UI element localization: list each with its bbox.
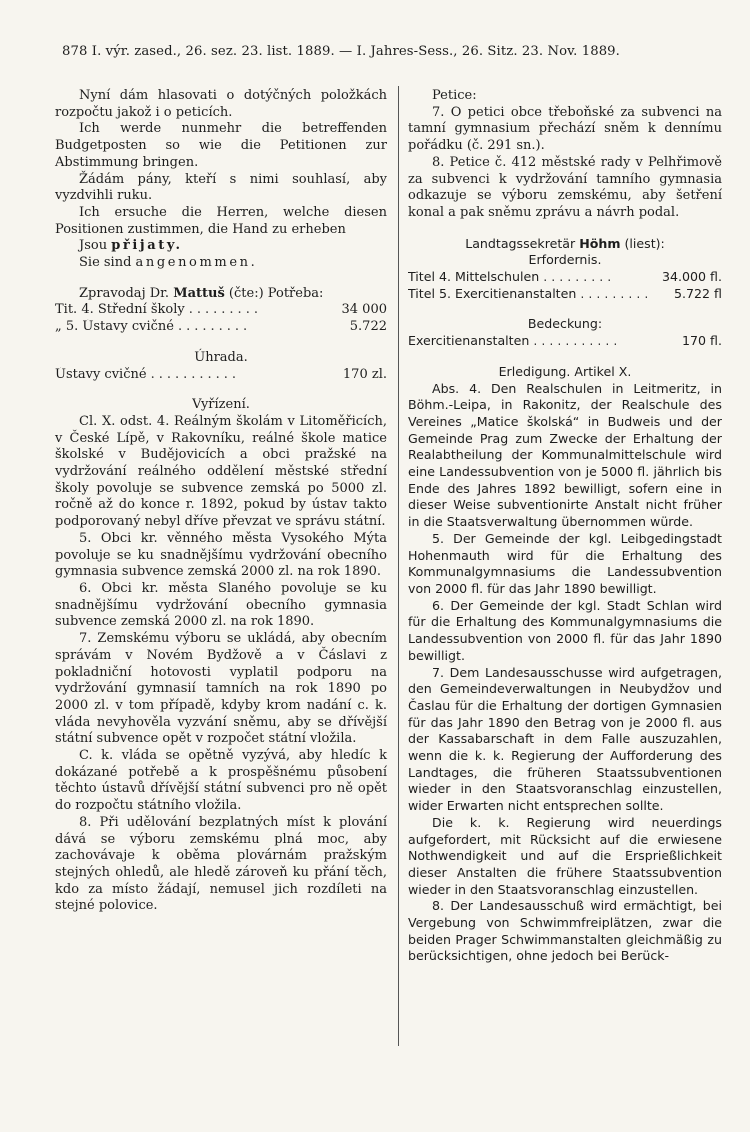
paragraph: Die k. k. Regierung wird neuerdings aufgefordert, mit Rücksicht auf die erwiesene Nothwendigkeit und auf die Ersprießlichkeit dieser Anstalten die frühere Staatssubvention wieder in den Staatsvoranschlag einzustellen. bbox=[408, 814, 722, 897]
emphasis: angenommen. bbox=[135, 255, 258, 271]
emphasis: přijaty. bbox=[111, 238, 183, 254]
paragraph: C. k. vláda se opětně vyzývá, aby hledíc k dokázané potřebě a k prospěšnému působení těchto ústavů dřívější státní subvenci pro ně opět do rozpočtu státního vložila. bbox=[55, 748, 387, 814]
paragraph: 6. Der Gemeinde der kgl. Stadt Schlan wird für die Erhaltung des Kommunalgymnasiums die Landessubvention von 2000 fl. für das Jahr 1890 bewilligt. bbox=[408, 597, 722, 663]
left-column bbox=[55, 88, 387, 915]
paragraph: Jsou přijaty. bbox=[79, 238, 183, 254]
header-text: 878 I. výr. zased., 26. sez. 23. list. 1889. — I. Jahres-Sess., 26. Sitz. 23. Nov. 1889. bbox=[62, 44, 620, 59]
budget-row: Tit. 4. Střední školy ......... 34 000 bbox=[55, 302, 387, 318]
paragraph: 7. O petici obce třeboňské za subvenci na tamní gymnasium přechází sněm k dennímu pořádku (č. 291 sn.). bbox=[408, 104, 722, 154]
section-heading: Erfordernis. bbox=[528, 252, 602, 268]
paragraph: 8. Der Landesausschuß wird ermächtigt, bei Vergebung von Schwimmfreiplätzen, zwar die beiden Prager Schwimmanstalten gleichmäßig zu berücksichtigen, ohne jedoch bei Berück- bbox=[408, 898, 722, 964]
reporter-name: Mattuš bbox=[173, 285, 225, 301]
paragraph: Ich ersuche die Herren, welche diesen Positionen zustimmen, die Hand zu erheben bbox=[55, 204, 387, 237]
speaker-line: Landtagssekretär Höhm (liest): bbox=[465, 235, 665, 251]
column-divider bbox=[398, 86, 399, 1046]
paragraph: Nyní dám hlasovati o dotýčných položkách rozpočtu jakož i o peticích. bbox=[55, 88, 387, 120]
paragraph: Ich werde nunmehr die betreffenden Budgetposten so wie die Petitionen zur Abstimmung bringen. bbox=[55, 121, 387, 170]
budget-row: „ 5. Ústavy cvičné ......... 5.722 bbox=[55, 319, 387, 335]
paragraph: Žádám pány, kteří s nimi souhlasí, aby vyzdvihli ruku. bbox=[55, 171, 387, 204]
paragraph: Sie sind angenommen. bbox=[79, 255, 258, 271]
budget-row: Ústavy cvičné ........... 170 zl. bbox=[55, 366, 387, 382]
section-heading: Petice: bbox=[432, 88, 477, 103]
section-heading: Erledigung. Artikel X. bbox=[498, 363, 632, 379]
section-heading: Bedeckung: bbox=[527, 316, 603, 332]
budget-row: Titel 4. Mittelschulen ......... 34.000 fl. bbox=[408, 269, 722, 285]
paragraph: 6. Obci kr. města Slaného povoluje se ku snadnějšímu vydržování obecního gymnasia subvence zemská 2000 zl. na rok 1890. bbox=[55, 580, 387, 630]
paragraph: Abs. 4. Den Realschulen in Leitmeritz, in Böhm.-Leipa, in Rakonitz, der Realschule des Vereines „Matice školská“ in Budweis und der Gemeinde Prag zum Zwecke der Erhaltung der Realabtheilung der Kommunalmittelschule wird eine Landessubvention von je 5000 fl. jährlich bis Ende des Jahres 1892 bewilligt, sofern eine in dieser Weise subventionirte Anstalt nicht früher in die Staatsverwaltung übernommen würde. bbox=[408, 380, 722, 530]
section-heading: Úhrada. bbox=[194, 349, 248, 365]
paragraph: 5. Der Gemeinde der kgl. Leibgedingstadt Hohenmauth wird für die Erhaltung des Kommunalgymnasiums die Landessubvention von 2000 fl. für das Jahr 1890 bewilligt. bbox=[408, 530, 722, 596]
section-heading: Vyřízení. bbox=[192, 397, 250, 413]
budget-row: Exercitienanstalten ........... 170 fl. bbox=[408, 333, 722, 349]
paragraph: 7. Zemskému výboru se ukládá, aby obecním správám v Novém Bydžově a v Čáslavi z pokladniční hotovosti vyplatil podporu na vydržování gymnasií tamních na rok 1890 po 2000 zl. v tom případě, kdyby krom nadání c. k. vláda nevyhověla vyzvání sněmu, aby se dřívější státní subvence opět v rozpočet státní vložila. bbox=[55, 631, 387, 747]
paragraph: 8. Při udělování bezplatných míst k plování dává se výboru zemskému plná moc, aby zachovávaje k oběma plovárnám pražským stejných ohledů, ale hledě zároveň ku přání těch, kdo za místo žádají, nemusel jich rozdíleti na stejné polovice. bbox=[55, 814, 387, 914]
page-header bbox=[62, 44, 712, 59]
reporter-line: Zpravodaj Dr. Mattuš (čte:) Potřeba: bbox=[79, 285, 324, 301]
speaker-name: Höhm bbox=[579, 235, 621, 251]
right-column bbox=[408, 88, 722, 965]
paragraph: Cl. X. odst. 4. Reálným školám v Litoměřicích, v České Lípě, v Rakovníku, reálné škole matice školské v Budějovicích a obci pražské na vydržování reálného oddělení městské střední školy povoluje se subvence zemská po 5000 zl. ročně až do konce r. 1892, pokud by ústav takto podporovaný nebyl dříve převzat ve správu státní. bbox=[55, 413, 387, 530]
paragraph: 5. Obci kr. věnného města Vysokého Mýta povoluje se ku snadnějšímu vydržování obecního gymnasia subvence zemská 2000 zl. na rok 1890. bbox=[55, 530, 387, 580]
budget-row: Titel 5. Exercitienanstalten ......... 5.722 fl bbox=[408, 285, 722, 301]
paragraph: 7. Dem Landesausschusse wird aufgetragen, den Gemeindeverwaltungen in Neubydžov und Časlau für die Erhaltung der dortigen Gymnasien für das Jahr 1890 den Betrag von je 2000 fl. aus der Kassabarschaft in dem Falle auszuzahlen, wenn die k. k. Regierung der Aufforderung des Landtages, die früheren Staatssubventionen wieder in den Staatsvoranschlag einzustellen, wider Erwarten nicht entsprechen sollte. bbox=[408, 664, 722, 814]
paragraph: 8. Petice č. 412 městské rady v Pelhřimově za subvenci k vydržování tamního gymnasia odkazuje se výboru zemskému, aby šetření konal a pak sněmu zprávu a návrh podal. bbox=[408, 154, 722, 220]
